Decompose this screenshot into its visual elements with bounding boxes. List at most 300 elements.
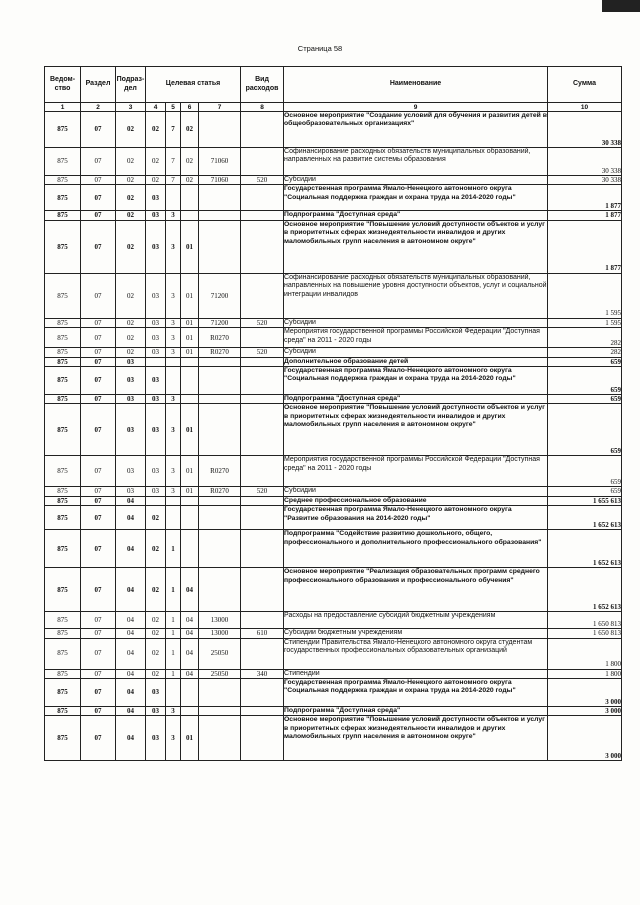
table-row	[45, 629, 622, 638]
cell-naimenovanie: Государственная программа Ямало-Ненецкого автономного округа "Социальная поддержка граждан и охрана труда на 2014-2020 годы"	[284, 679, 548, 707]
cell-c2: 7	[166, 176, 181, 185]
cell-c2: 1	[166, 612, 181, 629]
cell-vr: 520	[241, 176, 284, 185]
cell-summa: 1 877	[548, 220, 622, 273]
cell-naimenovanie: Государственная программа Ямало-Ненецкого автономного округа "Социальная поддержка граждан и охрана труда на 2014-2020 годы"	[284, 185, 548, 211]
cell-c3: 01	[181, 348, 199, 357]
cell-summa: 659	[548, 404, 622, 456]
cell-c1: 02	[146, 176, 166, 185]
cell-summa: 3 000	[548, 707, 622, 716]
cell-naimenovanie: Основное мероприятие "Создание условий для обучения и развития детей в общеобразовательных организациях"	[284, 112, 548, 148]
cell-summa: 659	[548, 367, 622, 395]
cell-c4: 71200	[199, 273, 241, 318]
cell-summa: 30 338	[548, 176, 622, 185]
cell-c3	[181, 357, 199, 366]
cell-naimenovanie: Софинансирование расходных обязательств муниципальных образований, направленных на повышение уровня доступности объектов, услуг и социальной интеграции инвалидов	[284, 273, 548, 318]
cell-vr	[241, 185, 284, 211]
cell-summa: 659	[548, 487, 622, 496]
cell-c1: 03	[146, 679, 166, 707]
cell-summa: 1 800	[548, 638, 622, 669]
cell-v: 875	[45, 506, 81, 530]
header-razdel: Раздел	[81, 67, 116, 103]
cell-p: 03	[116, 367, 146, 395]
cell-c3	[181, 530, 199, 568]
cell-r: 07	[81, 679, 116, 707]
cell-c1: 03	[146, 487, 166, 496]
cell-naimenovanie: Мероприятия государственной программы Российской Федерации "Доступная среда" на 2011 - 2020 годы	[284, 328, 548, 348]
cell-vr	[241, 612, 284, 629]
cell-r: 07	[81, 357, 116, 366]
cell-naimenovanie: Субсидии	[284, 348, 548, 357]
cell-p: 03	[116, 487, 146, 496]
cell-c3	[181, 367, 199, 395]
cell-summa: 659	[548, 456, 622, 487]
cell-c3: 04	[181, 568, 199, 612]
cell-c4: 71060	[199, 176, 241, 185]
cell-c4	[199, 112, 241, 148]
cell-summa: 1 652 613	[548, 568, 622, 612]
cell-c3: 01	[181, 716, 199, 761]
cell-naimenovanie: Софинансирование расходных обязательств муниципальных образований, направленных на развитие системы образования	[284, 148, 548, 176]
cell-c3: 01	[181, 487, 199, 496]
cell-vr	[241, 273, 284, 318]
cell-c3: 01	[181, 404, 199, 456]
column-number: 9	[284, 103, 548, 112]
cell-v: 875	[45, 367, 81, 395]
cell-c1: 03	[146, 395, 166, 404]
cell-p: 02	[116, 273, 146, 318]
cell-c3: 02	[181, 148, 199, 176]
cell-p: 03	[116, 404, 146, 456]
cell-c1: 03	[146, 220, 166, 273]
cell-vr	[241, 404, 284, 456]
table-row	[45, 112, 622, 148]
cell-summa: 1 652 613	[548, 530, 622, 568]
cell-c1: 03	[146, 404, 166, 456]
cell-c4: 13000	[199, 629, 241, 638]
cell-c3: 04	[181, 612, 199, 629]
cell-vr	[241, 148, 284, 176]
cell-c3	[181, 707, 199, 716]
cell-c1: 02	[146, 568, 166, 612]
cell-c1: 02	[146, 148, 166, 176]
header-vid-raskhodov: Вид расходов	[241, 67, 284, 103]
table-row	[45, 669, 622, 678]
column-number-row	[45, 103, 622, 112]
cell-c2: 3	[166, 456, 181, 487]
cell-c2: 3	[166, 318, 181, 327]
cell-v: 875	[45, 669, 81, 678]
cell-v: 875	[45, 357, 81, 366]
cell-c4	[199, 716, 241, 761]
cell-p: 04	[116, 707, 146, 716]
cell-summa: 282	[548, 348, 622, 357]
cell-c4	[199, 496, 241, 505]
column-number: 1	[45, 103, 81, 112]
header-celevaya-statya: Целевая статья	[146, 67, 241, 103]
cell-r: 07	[81, 211, 116, 220]
cell-r: 07	[81, 328, 116, 348]
cell-c4	[199, 185, 241, 211]
column-number: 2	[81, 103, 116, 112]
table-row	[45, 568, 622, 612]
scan-edge-mark	[602, 0, 640, 12]
budget-table	[44, 66, 622, 761]
cell-c1: 02	[146, 638, 166, 669]
cell-vr	[241, 211, 284, 220]
table-row	[45, 679, 622, 707]
cell-summa: 3 000	[548, 716, 622, 761]
cell-c2: 1	[166, 669, 181, 678]
cell-c2: 3	[166, 395, 181, 404]
table-row	[45, 404, 622, 456]
cell-naimenovanie: Основное мероприятие "Повышение условий доступности объектов и услуг в приоритетных сферах жизнедеятельности инвалидов и других маломобильных групп населения в автономном округе"	[284, 404, 548, 456]
cell-v: 875	[45, 456, 81, 487]
cell-c2: 3	[166, 404, 181, 456]
cell-c2: 7	[166, 112, 181, 148]
table-row	[45, 530, 622, 568]
cell-c1: 03	[146, 367, 166, 395]
cell-v: 875	[45, 318, 81, 327]
table-row	[45, 716, 622, 761]
cell-c3	[181, 395, 199, 404]
table-row	[45, 220, 622, 273]
cell-v: 875	[45, 328, 81, 348]
cell-vr: 340	[241, 669, 284, 678]
cell-v: 875	[45, 716, 81, 761]
cell-vr	[241, 679, 284, 707]
cell-v: 875	[45, 211, 81, 220]
cell-r: 07	[81, 185, 116, 211]
cell-c1: 02	[146, 612, 166, 629]
cell-v: 875	[45, 348, 81, 357]
cell-v: 875	[45, 404, 81, 456]
cell-r: 07	[81, 568, 116, 612]
cell-p: 04	[116, 568, 146, 612]
column-number: 10	[548, 103, 622, 112]
cell-v: 875	[45, 530, 81, 568]
cell-v: 875	[45, 629, 81, 638]
cell-p: 04	[116, 506, 146, 530]
cell-v: 875	[45, 185, 81, 211]
cell-c1: 03	[146, 211, 166, 220]
cell-c1: 03	[146, 348, 166, 357]
cell-r: 07	[81, 395, 116, 404]
cell-v: 875	[45, 112, 81, 148]
cell-naimenovanie: Субсидии	[284, 487, 548, 496]
cell-c1: 02	[146, 506, 166, 530]
cell-p: 02	[116, 348, 146, 357]
cell-vr	[241, 220, 284, 273]
cell-p: 03	[116, 357, 146, 366]
cell-p: 04	[116, 638, 146, 669]
cell-c1: 03	[146, 273, 166, 318]
cell-c2: 3	[166, 716, 181, 761]
cell-p: 04	[116, 612, 146, 629]
cell-r: 07	[81, 487, 116, 496]
cell-summa: 1 655 613	[548, 496, 622, 505]
cell-vr	[241, 456, 284, 487]
cell-vr	[241, 328, 284, 348]
cell-summa: 1 877	[548, 211, 622, 220]
cell-c3	[181, 211, 199, 220]
cell-summa: 1 595	[548, 273, 622, 318]
cell-r: 07	[81, 669, 116, 678]
cell-summa: 1 800	[548, 669, 622, 678]
table-row	[45, 707, 622, 716]
cell-c2	[166, 357, 181, 366]
cell-p: 02	[116, 220, 146, 273]
cell-naimenovanie: Подпрограмма "Содействие развитию дошкольного, общего, профессионального и дополнительного профессионального образования"	[284, 530, 548, 568]
cell-c3	[181, 185, 199, 211]
cell-c2: 3	[166, 273, 181, 318]
cell-vr	[241, 707, 284, 716]
cell-vr	[241, 357, 284, 366]
cell-c2: 3	[166, 211, 181, 220]
cell-c2: 3	[166, 328, 181, 348]
cell-summa: 282	[548, 328, 622, 348]
cell-r: 07	[81, 404, 116, 456]
cell-c1: 03	[146, 707, 166, 716]
table-row	[45, 367, 622, 395]
cell-p: 03	[116, 395, 146, 404]
cell-c4	[199, 568, 241, 612]
header-podrazdel: Подраз-дел	[116, 67, 146, 103]
cell-naimenovanie: Подпрограмма "Доступная среда"	[284, 707, 548, 716]
cell-c1: 03	[146, 328, 166, 348]
cell-r: 07	[81, 638, 116, 669]
cell-v: 875	[45, 487, 81, 496]
table-row	[45, 496, 622, 505]
cell-summa: 30 338	[548, 148, 622, 176]
table-row	[45, 348, 622, 357]
cell-c1: 03	[146, 185, 166, 211]
cell-p: 02	[116, 328, 146, 348]
cell-c3	[181, 506, 199, 530]
cell-r: 07	[81, 707, 116, 716]
cell-v: 875	[45, 707, 81, 716]
table-row	[45, 148, 622, 176]
cell-v: 875	[45, 395, 81, 404]
cell-summa: 30 338	[548, 112, 622, 148]
cell-r: 07	[81, 629, 116, 638]
cell-c3: 01	[181, 328, 199, 348]
cell-c2	[166, 679, 181, 707]
cell-c3: 04	[181, 629, 199, 638]
cell-r: 07	[81, 367, 116, 395]
cell-naimenovanie: Стипендии Правительства Ямало-Ненецкого автономного округа студентам государственных профессиональных образовательных организаций	[284, 638, 548, 669]
table-row	[45, 506, 622, 530]
cell-c2: 3	[166, 707, 181, 716]
cell-naimenovanie: Подпрограмма "Доступная среда"	[284, 395, 548, 404]
cell-vr	[241, 638, 284, 669]
table-row	[45, 176, 622, 185]
cell-c2: 3	[166, 220, 181, 273]
cell-naimenovanie: Расходы на предоставление субсидий бюджетным учреждениям	[284, 612, 548, 629]
table-row	[45, 395, 622, 404]
cell-p: 04	[116, 716, 146, 761]
cell-summa: 1 650 813	[548, 629, 622, 638]
cell-r: 07	[81, 220, 116, 273]
cell-r: 07	[81, 456, 116, 487]
table-row	[45, 638, 622, 669]
cell-naimenovanie: Субсидии бюджетным учреждениям	[284, 629, 548, 638]
cell-naimenovanie: Субсидии	[284, 176, 548, 185]
cell-c3: 01	[181, 273, 199, 318]
cell-c2: 1	[166, 638, 181, 669]
cell-summa: 1 652 613	[548, 506, 622, 530]
cell-c4	[199, 220, 241, 273]
cell-c4: R0270	[199, 487, 241, 496]
table-row	[45, 487, 622, 496]
cell-c1: 03	[146, 318, 166, 327]
cell-c4	[199, 530, 241, 568]
cell-p: 02	[116, 148, 146, 176]
cell-c4	[199, 404, 241, 456]
cell-c1	[146, 357, 166, 366]
table-row	[45, 318, 622, 327]
column-number: 4	[146, 103, 166, 112]
cell-c4	[199, 395, 241, 404]
cell-naimenovanie: Дополнительное образование детей	[284, 357, 548, 366]
cell-c4: R0270	[199, 328, 241, 348]
cell-c2	[166, 367, 181, 395]
column-number: 6	[181, 103, 199, 112]
cell-r: 07	[81, 530, 116, 568]
cell-c4	[199, 679, 241, 707]
cell-r: 07	[81, 716, 116, 761]
cell-vr: 520	[241, 348, 284, 357]
table-header-row	[45, 67, 622, 103]
cell-c1	[146, 496, 166, 505]
cell-c4: 71060	[199, 148, 241, 176]
cell-naimenovanie: Мероприятия государственной программы Российской Федерации "Доступная среда" на 2011 - 2020 годы	[284, 456, 548, 487]
header-naimenovanie: Наименование	[284, 67, 548, 103]
cell-c4: 71200	[199, 318, 241, 327]
cell-v: 875	[45, 638, 81, 669]
cell-c4	[199, 211, 241, 220]
table-row	[45, 357, 622, 366]
cell-c4: 25050	[199, 669, 241, 678]
cell-c2: 7	[166, 148, 181, 176]
cell-p: 02	[116, 318, 146, 327]
table-row	[45, 456, 622, 487]
cell-v: 875	[45, 612, 81, 629]
cell-c2	[166, 506, 181, 530]
column-number: 8	[241, 103, 284, 112]
cell-v: 875	[45, 273, 81, 318]
cell-vr: 610	[241, 629, 284, 638]
cell-c3: 01	[181, 318, 199, 327]
cell-summa: 1 595	[548, 318, 622, 327]
table-row	[45, 612, 622, 629]
header-summa: Сумма	[548, 67, 622, 103]
cell-vr	[241, 568, 284, 612]
cell-summa: 1 877	[548, 185, 622, 211]
cell-c3: 02	[181, 176, 199, 185]
cell-summa: 659	[548, 357, 622, 366]
cell-c3	[181, 496, 199, 505]
cell-p: 02	[116, 211, 146, 220]
cell-naimenovanie: Основное мероприятие "Реализация образовательных программ среднего профессионального образования и профессионального обучения"	[284, 568, 548, 612]
cell-vr	[241, 496, 284, 505]
cell-c2: 3	[166, 487, 181, 496]
cell-naimenovanie: Стипендии	[284, 669, 548, 678]
cell-c2: 1	[166, 568, 181, 612]
cell-p: 04	[116, 530, 146, 568]
cell-c1: 03	[146, 716, 166, 761]
cell-c4	[199, 707, 241, 716]
cell-c4	[199, 506, 241, 530]
cell-r: 07	[81, 612, 116, 629]
cell-c2	[166, 496, 181, 505]
cell-p: 04	[116, 669, 146, 678]
header-vedomstvo: Ведом-ство	[45, 67, 81, 103]
cell-v: 875	[45, 496, 81, 505]
cell-summa: 3 000	[548, 679, 622, 707]
cell-p: 03	[116, 456, 146, 487]
cell-c4	[199, 357, 241, 366]
table-row	[45, 185, 622, 211]
cell-c1: 02	[146, 112, 166, 148]
table-row	[45, 211, 622, 220]
cell-vr: 520	[241, 487, 284, 496]
cell-c2	[166, 185, 181, 211]
cell-naimenovanie: Основное мероприятие "Повышение условий доступности объектов и услуг в приоритетных сферах жизнедеятельности инвалидов и других маломобильных групп населения в автономном округе"	[284, 220, 548, 273]
cell-v: 875	[45, 148, 81, 176]
cell-vr: 520	[241, 318, 284, 327]
cell-c4: 13000	[199, 612, 241, 629]
cell-c2: 1	[166, 629, 181, 638]
cell-c1: 02	[146, 530, 166, 568]
cell-summa: 1 650 813	[548, 612, 622, 629]
column-number: 7	[199, 103, 241, 112]
cell-r: 07	[81, 496, 116, 505]
cell-p: 04	[116, 496, 146, 505]
column-number: 3	[116, 103, 146, 112]
cell-vr	[241, 530, 284, 568]
cell-c4: 25050	[199, 638, 241, 669]
cell-naimenovanie: Среднее профессиональное образование	[284, 496, 548, 505]
cell-v: 875	[45, 568, 81, 612]
table-row	[45, 273, 622, 318]
cell-naimenovanie: Государственная программа Ямало-Ненецкого автономного округа "Развитие образования на 2014-2020 годы"	[284, 506, 548, 530]
cell-vr	[241, 506, 284, 530]
cell-c3	[181, 679, 199, 707]
cell-c4: R0270	[199, 456, 241, 487]
cell-naimenovanie: Субсидии	[284, 318, 548, 327]
cell-r: 07	[81, 148, 116, 176]
table-row	[45, 328, 622, 348]
cell-r: 07	[81, 273, 116, 318]
cell-naimenovanie: Основное мероприятие "Повышение условий доступности объектов и услуг в приоритетных сферах жизнедеятельности инвалидов и других маломобильных групп населения в автономном округе"	[284, 716, 548, 761]
cell-c4: R0270	[199, 348, 241, 357]
cell-c1: 03	[146, 456, 166, 487]
cell-c2: 1	[166, 530, 181, 568]
cell-vr	[241, 367, 284, 395]
cell-v: 875	[45, 679, 81, 707]
cell-r: 07	[81, 506, 116, 530]
cell-vr	[241, 112, 284, 148]
cell-p: 02	[116, 112, 146, 148]
column-number: 5	[166, 103, 181, 112]
cell-c2: 3	[166, 348, 181, 357]
cell-r: 07	[81, 348, 116, 357]
cell-c3: 02	[181, 112, 199, 148]
cell-naimenovanie: Государственная программа Ямало-Ненецкого автономного округа "Социальная поддержка граждан и охрана труда на 2014-2020 годы"	[284, 367, 548, 395]
cell-c3: 01	[181, 220, 199, 273]
cell-c3: 04	[181, 638, 199, 669]
